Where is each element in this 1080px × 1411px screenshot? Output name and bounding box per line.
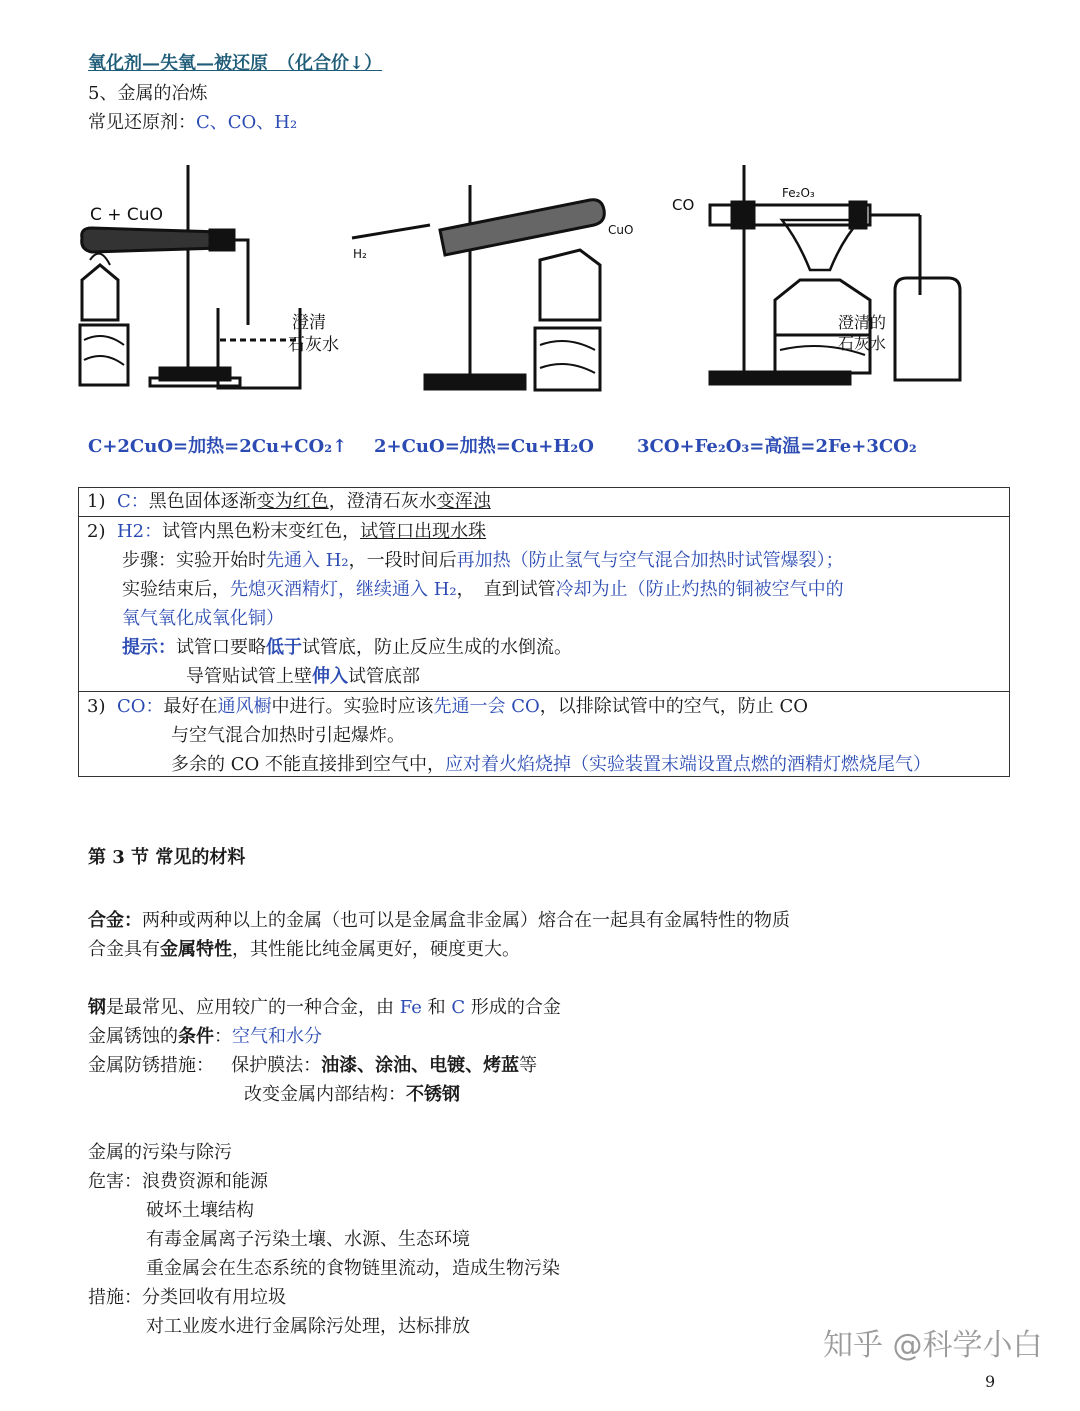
step-text-blue: 先熄灭酒精灯，继续通入 H₂ — [230, 579, 457, 600]
measures-label: 措施： — [88, 1287, 142, 1308]
alloy-text: 两种或两种以上的金属（也可以是金属盒非金属）熔合在一起具有金属特性的物质 — [142, 910, 790, 931]
co-line-2: 与空气混合加热时引起爆炸。 — [171, 725, 405, 746]
apparatus-figures — [70, 160, 1030, 400]
row-text-underlined: 变为红色 — [256, 491, 329, 512]
row-text: 最好在 — [163, 696, 218, 717]
row-text: 多余的 CO 不能直接排到空气中， — [171, 754, 445, 775]
bold-text: 条件 — [178, 1026, 214, 1047]
table-row-h2 — [87, 520, 486, 544]
harm-label: 危害： — [88, 1171, 142, 1192]
row-text: ，澄清石灰水 — [328, 491, 437, 512]
bold-text: 油漆、涂油、电镀、烤蓝 — [321, 1055, 520, 1076]
page-number: 9 — [985, 1372, 996, 1391]
tip-text: 试管底，防止反应生成的水倒流。 — [302, 637, 572, 658]
text: 是最常见、应用较广的一种合金，由 — [106, 997, 400, 1018]
text-blue: C — [451, 997, 466, 1018]
row-text-underlined: 试管口出现水珠 — [360, 521, 487, 542]
fig2-h2-label: H₂ — [353, 247, 367, 261]
table-row-co — [87, 695, 808, 719]
text: 等 — [519, 1055, 538, 1076]
h2-tip-line-1 — [122, 636, 572, 660]
h2-steps-line-3: 氧气氧化成氧化铜） — [122, 608, 284, 629]
section-3-title: 第 3 节 常见的材料 — [88, 847, 246, 868]
row-number: 2) — [87, 521, 106, 542]
text: 合金具有 — [88, 939, 160, 960]
tip-text: 导管贴试管上壁 — [186, 666, 312, 687]
equation-co-fe2o3: 3CO+Fe₂O₃=高温=2Fe+3CO₂ — [637, 436, 917, 457]
page-title: 氧化剂—失氧—被还原 （化合价↓） — [88, 53, 383, 74]
text: 金属锈蚀的 — [88, 1026, 178, 1047]
row-text-underlined: 变浑浊 — [436, 491, 491, 512]
rust-condition-line — [88, 1025, 322, 1049]
tip-text-bold: 伸入 — [312, 666, 348, 687]
text: 改变金属内部结构： — [244, 1084, 406, 1105]
steel-line — [88, 996, 561, 1020]
row-text-blue: 先通一会 CO — [433, 696, 540, 717]
step-text-blue: 冷却为止 — [555, 579, 628, 600]
tip-text: 试管底部 — [348, 666, 420, 687]
text: ： — [214, 1026, 232, 1047]
fig1-label: C + CuO — [90, 205, 163, 225]
bold-text: 不锈钢 — [406, 1084, 460, 1105]
table-row-c — [87, 490, 491, 514]
row-text: 中进行。实验时应该 — [271, 696, 434, 717]
fig3-lime-label-2: 石灰水 — [838, 334, 887, 353]
step-text: 实验结束后， — [122, 579, 230, 600]
row-number: 3) — [87, 696, 106, 717]
table-divider-2 — [79, 691, 1009, 692]
fig3-co-label: CO — [672, 196, 695, 214]
reducers-label: 常见还原剂： — [88, 112, 196, 133]
row-text-blue: 通风橱 — [217, 696, 272, 717]
text: 保护膜法： — [231, 1055, 322, 1076]
h2-tip-line-2 — [186, 665, 420, 689]
tip-text-bold: 低于 — [266, 637, 302, 658]
step-text-blue: 先通入 H₂ — [266, 550, 349, 571]
row-text: ，以排除试管中的空气，防止 CO — [539, 696, 808, 717]
fig1-lime-label: 澄清 — [292, 313, 326, 333]
alloy-property — [88, 938, 520, 962]
bold-text: 金属特性 — [160, 939, 232, 960]
pollution-title: 金属的污染与除污 — [88, 1142, 232, 1163]
row-key-co: CO： — [116, 696, 164, 717]
observations-table — [78, 487, 1010, 777]
step-text: 步骤：实验开始时 — [122, 550, 266, 571]
measures-line-1 — [88, 1286, 286, 1310]
harm-line-2: 破坏土壤结构 — [146, 1200, 254, 1221]
fig3-fe2o3-label: Fe₂O₃ — [782, 186, 815, 200]
steel-label: 钢 — [88, 997, 106, 1018]
step-text: ， 直到试管 — [456, 579, 556, 600]
row-text: 试管内黑色粉末变红色， — [162, 521, 361, 542]
text: 金属防锈措施： — [88, 1055, 214, 1076]
text: 形成的合金 — [465, 997, 561, 1018]
row-text-blue: 应对着火焰烧掉（实验装置末端设置点燃的酒精灯燃烧尾气） — [444, 754, 931, 775]
tip-label: 提示： — [122, 637, 176, 658]
figure-c-cuo — [80, 165, 339, 388]
equation-c-cuo: C+2CuO=加热=2Cu+CO₂↑ — [88, 436, 348, 457]
row-text: 黑色固体逐渐 — [148, 491, 257, 512]
text: 分类回收有用垃圾 — [142, 1287, 286, 1308]
step-text-blue: （防止氢气与空气混合加热时试管爆裂）； — [510, 550, 844, 571]
fig3-lime-label: 澄清的 — [838, 313, 887, 332]
harm-line-3: 有毒金属离子污染土壤、水源、生态环境 — [146, 1229, 470, 1250]
fig1-lime-label-2: 石灰水 — [288, 335, 339, 355]
rust-prevention-line-2 — [244, 1083, 460, 1107]
watermark: 知乎 @科学小白 — [823, 1328, 1043, 1363]
harm-line-4: 重金属会在生态系统的食物链里流动，造成生物污染 — [146, 1258, 560, 1279]
co-line-3 — [171, 753, 931, 777]
section-heading-5: 5、金属的冶炼 — [88, 83, 208, 104]
h2-steps-line-1 — [122, 549, 844, 573]
row-key-c: C： — [116, 491, 149, 512]
text-blue: 空气和水分 — [232, 1026, 322, 1047]
row-key-h2: H2： — [116, 521, 163, 542]
alloy-definition — [88, 909, 790, 933]
harm-line-1 — [88, 1170, 268, 1194]
reducers-line — [88, 111, 297, 135]
figure-h2-cuo — [352, 185, 633, 390]
alloy-label: 合金： — [88, 910, 142, 931]
fig2-cuo-label: CuO — [608, 223, 634, 237]
text: ，其性能比纯金属更好，硬度更大。 — [232, 939, 520, 960]
measures-line-2: 对工业废水进行金属除污处理，达标排放 — [146, 1316, 470, 1337]
step-text-blue: （防止灼热的铜被空气中的 — [627, 579, 844, 600]
figure-co-fe2o3 — [672, 165, 960, 384]
table-divider-1 — [79, 516, 1009, 517]
step-text: ，一段时间后 — [348, 550, 457, 571]
equation-h2-cuo: 2+CuO=加热=Cu+H₂O — [374, 436, 594, 457]
rust-prevention-line-1 — [88, 1054, 537, 1078]
text-blue: Fe — [399, 997, 422, 1018]
text: 浪费资源和能源 — [142, 1171, 268, 1192]
h2-steps-line-2 — [122, 578, 844, 602]
step-text-blue: 再加热 — [456, 550, 511, 571]
tip-text: 试管口要略 — [176, 637, 266, 658]
row-number: 1) — [87, 491, 106, 512]
reducers-value: C、CO、H₂ — [196, 112, 298, 133]
text: 和 — [421, 997, 452, 1018]
